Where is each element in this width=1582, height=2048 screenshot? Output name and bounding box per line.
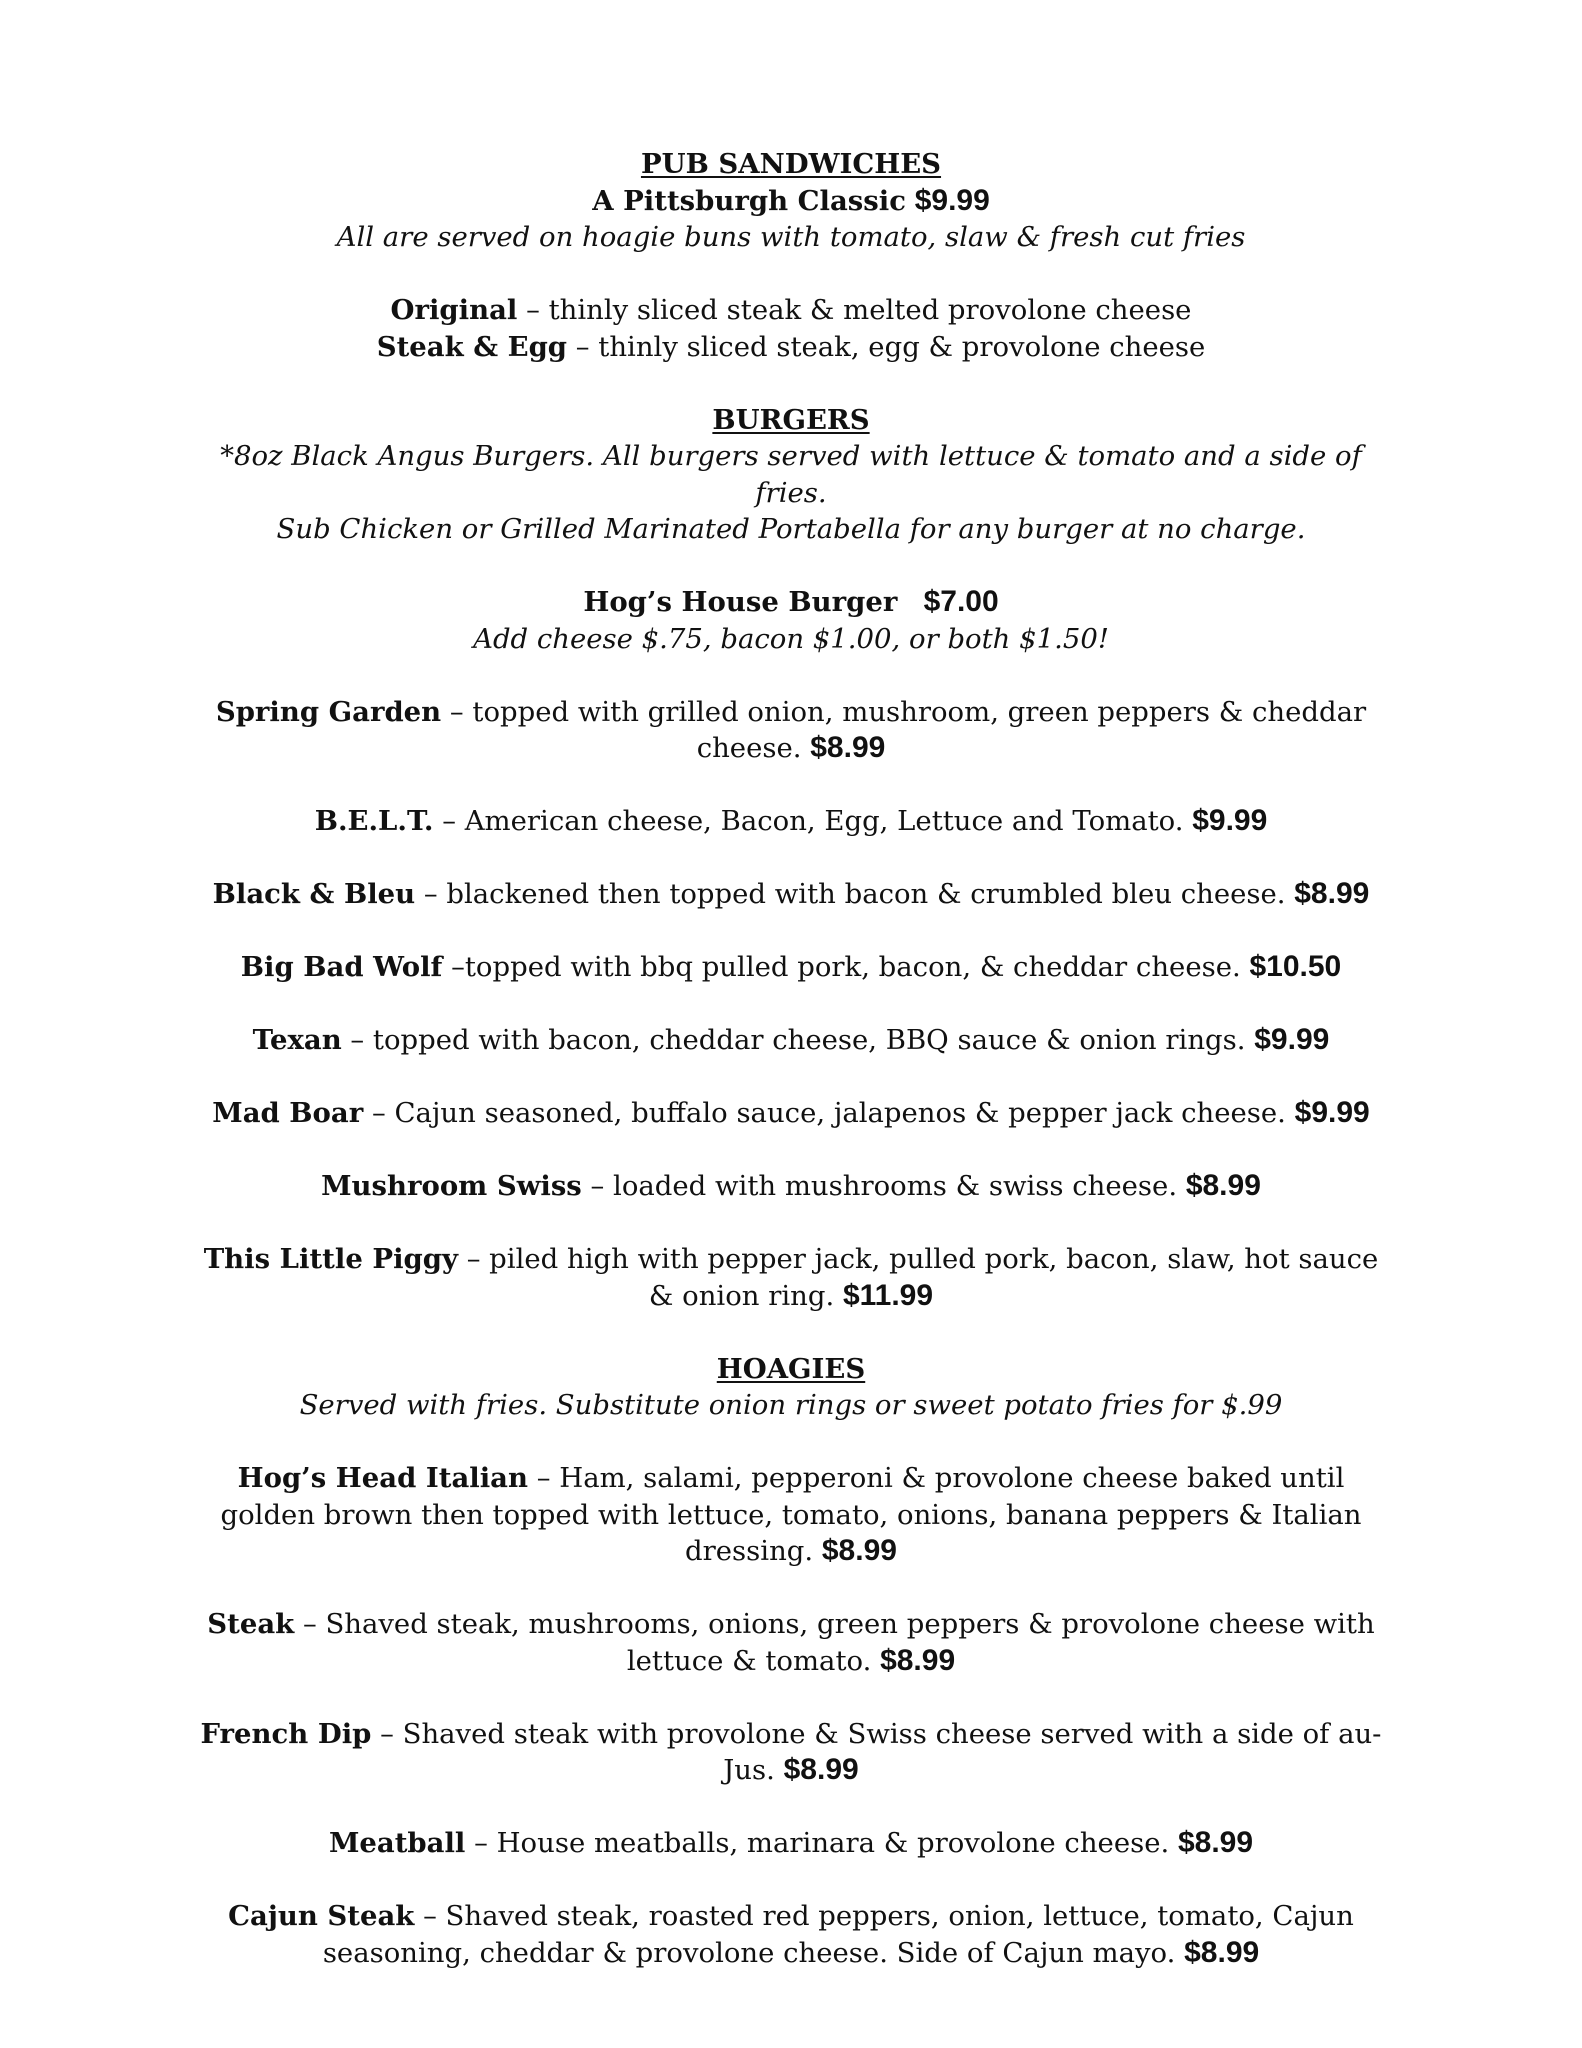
item-description: –topped with bbq pulled pork, bacon, & cheddar cheese.	[442, 951, 1250, 983]
item-line	[185, 1752, 1397, 1789]
item-name: Meatball	[328, 1827, 466, 1859]
section-hoagies	[185, 1351, 1397, 1972]
item-price: $8.99	[821, 1534, 897, 1567]
item-line	[185, 1606, 1397, 1643]
item-name: Cajun Steak	[228, 1900, 415, 1932]
menu-item-belt	[185, 803, 1397, 840]
section-heading-pub-sandwiches: PUB SANDWICHES	[640, 148, 942, 180]
item-description: & onion ring.	[648, 1279, 843, 1312]
section-heading-hoagies: HOAGIES	[716, 1352, 866, 1385]
item-price: $8.99	[1185, 1169, 1261, 1202]
item-price: $8.99	[1184, 1935, 1260, 1969]
section-burgers	[185, 402, 1397, 1315]
item-description: – Ham, salami, pepperoni & provolone cheese baked until	[528, 1462, 1345, 1494]
item-description: – loaded with mushrooms & swiss cheese.	[581, 1170, 1186, 1202]
item-line	[185, 1022, 1397, 1059]
item-price: $10.50	[1249, 950, 1342, 983]
menu-item-meatball	[185, 1825, 1397, 1862]
menu-page	[185, 146, 1397, 1971]
menu-item-cajun-steak	[185, 1898, 1397, 1971]
item-description: seasoning, cheddar & provolone cheese. Side of Cajun mayo.	[322, 1936, 1185, 1969]
item-name: Hog’s Head Italian	[237, 1462, 528, 1494]
item-name: Texan	[252, 1024, 342, 1056]
item-name: Original	[390, 294, 518, 326]
item-description: – House meatballs, marinara & provolone cheese.	[465, 1827, 1178, 1859]
item-line	[185, 730, 1397, 767]
item-name: Steak & Egg	[376, 330, 568, 363]
item-description: cheese.	[696, 732, 811, 764]
item-name: Steak	[207, 1608, 295, 1640]
section-note: All are served on hoagie buns with tomato, slaw & fresh cut fries	[336, 221, 1246, 253]
item-name: Big Bad Wolf	[240, 951, 443, 983]
item-description: – topped with grilled onion, mushroom, green peppers & cheddar	[441, 695, 1367, 728]
item-line	[185, 1241, 1397, 1278]
item-line	[185, 1460, 1397, 1497]
item-line	[185, 1935, 1397, 1972]
section-note-line-1: *8oz Black Angus Burgers. All burgers served with lettuce & tomato and a side of fries.	[220, 440, 1362, 509]
house-burger-addons: Add cheese $.75, bacon $1.00, or both $1.50!	[473, 622, 1109, 655]
item-line	[185, 694, 1397, 731]
item-line	[185, 1278, 1397, 1315]
section-pub-sandwiches	[185, 146, 1397, 365]
item-name: B.E.L.T.	[314, 805, 434, 837]
item-description: dressing.	[685, 1535, 822, 1567]
menu-item-steak	[185, 1606, 1397, 1679]
item-price: $9.99	[1254, 1023, 1330, 1056]
menu-item-hogs-head-italian	[185, 1460, 1397, 1570]
item-description: lettuce & tomato.	[626, 1644, 881, 1677]
item-description: – piled high with pepper jack, pulled pork, bacon, slaw, hot sauce	[457, 1243, 1379, 1275]
item-description: – Shaved steak, roasted red peppers, onion, lettuce, tomato, Cajun	[414, 1900, 1354, 1932]
item-description: – thinly sliced steak, egg & provolone cheese	[567, 330, 1206, 363]
item-price: $7.00	[923, 585, 999, 618]
item-name: Hog’s House Burger	[583, 586, 898, 618]
item-name: This Little Piggy	[203, 1243, 458, 1275]
subtitle-price: $9.99	[914, 183, 990, 217]
item-line	[185, 1898, 1397, 1935]
menu-items-pub	[185, 292, 1397, 365]
item-price: $8.99	[1294, 877, 1370, 910]
item-line	[185, 1095, 1397, 1132]
item-name: Mad Boar	[212, 1097, 364, 1129]
menu-item-original	[185, 292, 1397, 329]
item-line	[185, 1533, 1397, 1570]
menu-item-mad-boar	[185, 1095, 1397, 1132]
item-name: French Dip	[200, 1717, 372, 1750]
house-burger-title	[185, 584, 1397, 621]
section-note-line-2: Sub Chicken or Grilled Marinated Portabella for any burger at no charge.	[276, 513, 1306, 545]
item-name: Spring Garden	[215, 695, 442, 728]
item-description: – Shaved steak with provolone & Swiss cheese served with a side of au-	[371, 1717, 1382, 1750]
item-description: – thinly sliced steak & melted provolone cheese	[517, 294, 1192, 326]
menu-item-steak-and-egg	[185, 329, 1397, 366]
item-line	[185, 1643, 1397, 1680]
section-heading-burgers: BURGERS	[712, 403, 870, 436]
item-description: – blackened then topped with bacon & crumbled bleu cheese.	[415, 878, 1295, 910]
menu-item-hogs-house-burger	[185, 584, 1397, 657]
section-note: Served with fries. Substitute onion rings or sweet potato fries for $.99	[299, 1389, 1283, 1421]
item-line	[185, 803, 1397, 840]
menu-item-black-and-bleu	[185, 876, 1397, 913]
item-description: – Shaved steak, mushrooms, onions, green peppers & provolone cheese with	[294, 1608, 1375, 1640]
item-price: $8.99	[783, 1753, 859, 1786]
menu-item-this-little-piggy	[185, 1241, 1397, 1314]
item-price: $9.99	[1192, 804, 1268, 837]
item-description: golden brown then topped with lettuce, tomato, onions, banana peppers & Italian	[220, 1498, 1362, 1531]
section-subtitle	[185, 183, 1397, 220]
subtitle-name: A Pittsburgh Classic	[592, 184, 906, 217]
item-description: – topped with bacon, cheddar cheese, BBQ sauce & onion rings.	[341, 1024, 1255, 1056]
item-line	[185, 1825, 1397, 1862]
menu-item-spring-garden	[185, 694, 1397, 767]
item-line	[185, 876, 1397, 913]
menu-item-texan	[185, 1022, 1397, 1059]
item-line	[185, 1716, 1397, 1753]
item-price: $8.99	[810, 731, 886, 764]
item-description: Jus.	[723, 1754, 784, 1786]
item-price: $8.99	[880, 1643, 956, 1677]
menu-item-big-bad-wolf	[185, 949, 1397, 986]
item-name: Mushroom Swiss	[321, 1170, 582, 1202]
item-line	[185, 1168, 1397, 1205]
item-name: Black & Bleu	[212, 878, 416, 910]
menu-item-mushroom-swiss	[185, 1168, 1397, 1205]
item-price: $9.99	[1294, 1096, 1370, 1129]
menu-item-french-dip	[185, 1716, 1397, 1789]
item-description: – Cajun seasoned, buffalo sauce, jalapenos & pepper jack cheese.	[363, 1097, 1295, 1129]
item-line	[185, 949, 1397, 986]
item-price: $11.99	[842, 1278, 934, 1312]
item-description: – American cheese, Bacon, Egg, Lettuce and Tomato.	[433, 805, 1193, 837]
item-price: $8.99	[1177, 1826, 1254, 1859]
